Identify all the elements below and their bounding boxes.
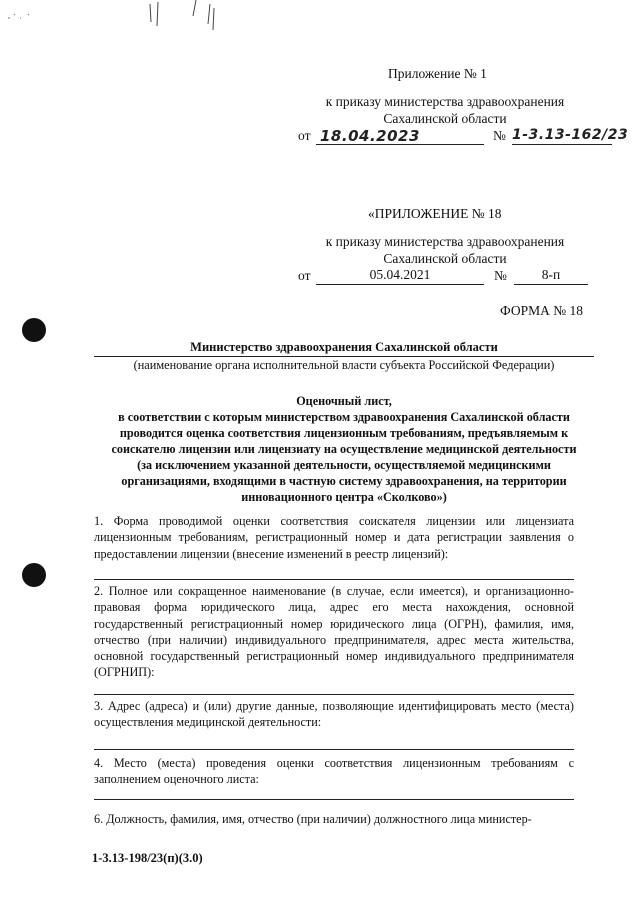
appendix18-date-line <box>316 284 484 285</box>
authority-caption: (наименование органа исполнительной власти субъекта Российской Федерации) <box>133 358 555 372</box>
appendix18-number: 8-п <box>541 267 561 282</box>
appendix1-date: 18.04.2023 <box>320 127 420 145</box>
title-block <box>84 393 604 505</box>
appendix1-title: Приложение № 1 <box>388 66 487 81</box>
title-line-3: проводится оценка соответствия лицензионным требованиям, предъявляемым к <box>119 426 569 440</box>
appendix1-number: 1-3.13-162/23 <box>512 127 629 143</box>
appendix18-date: 05.04.2021 <box>369 267 431 282</box>
appendix18-number-line <box>514 284 588 285</box>
form-label: ФОРМА № 18 <box>500 303 583 318</box>
scan-marks <box>0 0 634 40</box>
punch-hole-bottom <box>22 563 46 587</box>
authority-name: Министерство здравоохранения Сахалинской области <box>190 340 498 354</box>
appendix1-line1: к приказу министерства здравоохранения <box>325 94 565 109</box>
authority-rule <box>94 356 594 357</box>
footer-code: 1-3.13-198/23(п)(3.0) <box>92 851 203 865</box>
item-2: 2. Полное или сокращенное наименование (в случае, если имеется), и организационно-правовая форма юридического лица, адрес его места нахождения, основной государственный регистрационный номер юридического лица (ОГРН), фамилия, имя, отчество (при наличии) индивидуального предпринимателя, адрес места жительства, основной государственный регистрационный номер индивидуального предпринимателя (ОГРНИП): <box>94 584 574 680</box>
appendix1-number-line <box>512 144 612 145</box>
item-3-fill-line <box>94 749 574 750</box>
item-1: 1. Форма проводимой оценки соответствия соискателя лицензии или лицензиата лицензионным требованиям, регистрационный номер и дата регистрации заявления о предоставлении лицензии (внесение изменений в реестр лицензий): <box>94 514 574 561</box>
title-line-1: Оценочный лист, <box>296 394 392 408</box>
title-line-2: в соответствии с которым министерством здравоохранения Сахалинской области <box>118 410 570 424</box>
item-6: 6. Должность, фамилия, имя, отчество (при наличии) должностного лица министер- <box>94 812 532 826</box>
title-line-7: инновационного центра «Сколково») <box>241 490 447 504</box>
title-line-6: организациями, входящими в частную систему здравоохранения, на территории <box>121 474 567 488</box>
title-line-5: (за исключением указанной деятельности, осуществляемой медицинскими <box>137 458 551 472</box>
item-3: 3. Адрес (адреса) и (или) другие данные, позволяющие идентифицировать место (места) осуществления медицинской деятельности: <box>94 699 574 730</box>
appendix1-ot: от <box>298 128 311 143</box>
appendix18-line1: к приказу министерства здравоохранения <box>325 234 565 249</box>
appendix1-no: № <box>493 128 506 143</box>
appendix18-line2: Сахалинской области <box>383 251 507 266</box>
appendix1-line2: Сахалинской области <box>383 111 507 126</box>
appendix18-title: «ПРИЛОЖЕНИЕ № 18 <box>368 206 502 221</box>
appendix18-ot: от <box>298 268 311 283</box>
punch-hole-top <box>22 318 46 342</box>
title-line-4: соискателю лицензии или лицензиату на осуществление медицинской деятельности <box>111 442 577 456</box>
item-4: 4. Место (места) проведения оценки соответствия лицензионным требованиям с заполнением оценочного листа: <box>94 756 574 787</box>
item-1-fill-line <box>94 579 574 580</box>
appendix18-no: № <box>494 268 507 283</box>
item-2-fill-line <box>94 694 574 695</box>
item-4-fill-line <box>94 799 574 800</box>
